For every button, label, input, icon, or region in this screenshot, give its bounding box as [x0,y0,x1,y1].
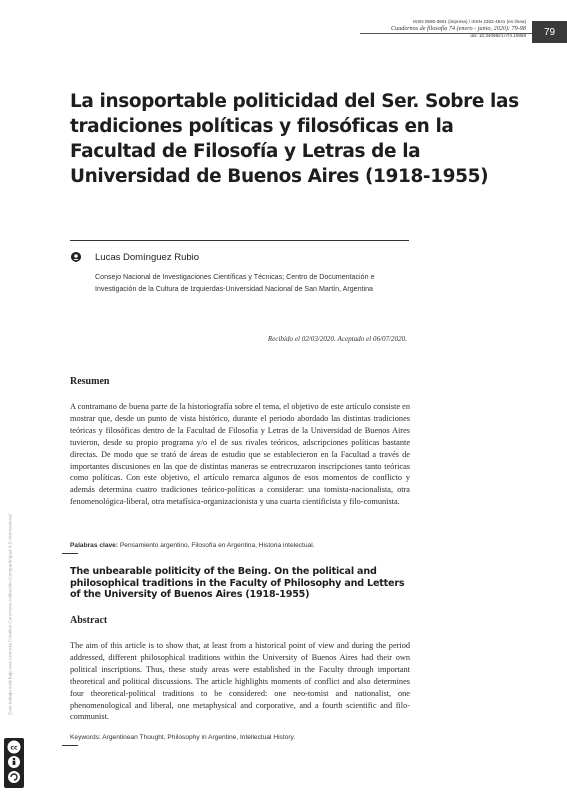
keywords [70,734,430,741]
page-number: 79 [543,26,556,38]
running-header [306,18,526,39]
english-title: The unbearable politicity of the Being. On the political and philosophical traditions in the Faculty of Philosophy and Letters of the University of Buenos Aires (1918-1955) [70,566,405,600]
abstract-heading: Abstract [70,615,108,626]
resumen-text: A contramano de buena parte de la historiografía sobre el tema, el objetivo de este artículo consiste en mostrar que, desde un punto de vista histórico, durante el periodo abordado las distintas tradiciones teóricas y filosóficas dentro de la Facultad de Filosofía y Letras de la Universidad de Buenos Aires tuvieron, desde su propio programa y/o el de sus rivales teóricos, adscripciones políticas bastante directas. De modo que se trató de áreas de estudio que se establecieron en la Facultad a través de importantes discusiones en las que de distintas maneras se entrecruzaron inscripciones tanto teóricas como políticas. Con este objetivo, el artículo remarca algunos de esos momentos de conflicto y además determina cuatro tradiciones teórico-políticas a considerar: una tomista-nacionalista, otra fenomenológica-liberal, otra metafísica-organizacionista y una cuarta cientificista y filo-comunista. [70,402,410,507]
license-note: Este trabajo está bajo una Licencia Creative Commons Atribución-CompartirIgual 4.0 Internacional [7,514,13,715]
doi-line: doi: 10.34096/cf.n74.10858 [470,33,526,38]
cc-by-sa-icon[interactable] [4,738,24,788]
svg-text:cc: cc [10,744,18,752]
palabras-clave-text: Pensamiento argentino, Filosofía en Argentina, Historia intelectual. [119,542,315,549]
keywords-text: Argentinean Thought, Philosophy in Argentine, Intellectual History. [102,734,296,741]
author-affiliation: Consejo Nacional de Investigaciones Científicas y Técnicas; Centro de Documentación e Investigación de la Cultura de Izquierdas-Universidad Nacional de San Martín, Argentina [95,273,375,293]
abstract-text: The aim of this article is to show that, at least from a historical point of view and during the period addressed, different philosophical traditions within the University of Buenos Aires had their own political inscriptions. Thus, these study areas were established in the Faculty through important theoretical and political discussions. The article highlights moments of conflict and also determines four theoretical-political traditions to be considered: one neo-tomist and nationalist, one phenomenological and liberal, one metaphysical and corporative, and a fourth scientific and filo-communist. [70,641,410,722]
palabras-clave-label: Palabras clave: [70,542,119,549]
journal-citation: Cuadernos de filosofía 74 (enero - junio, 2020): 79-98 [390,25,526,32]
header-rule [360,33,532,34]
author-rule [70,240,409,241]
palabras-clave [70,542,430,549]
orcid-icon[interactable] [70,251,82,263]
author-name: Lucas Domínguez Rubio [95,252,200,263]
resumen-heading: Resumen [70,376,110,387]
article-title: La insoportable politicidad del Ser. Sobre las tradiciones políticas y filosóficas en la Facultad de Filosofía y Letras de la Universidad de Buenos Aires (1918-1955) [70,91,519,187]
issn-line: ISSN 0590-3901 (impresa) / ISSN 2362-4841 (en línea) [412,19,526,24]
keywords-rule [62,553,78,554]
keywords-en-rule [62,745,78,746]
page-number-box [532,21,567,43]
received-date: Recibido el 02/03/2020. Aceptado el 06/07/2020. [267,335,407,343]
keywords-label: Keywords: [70,734,101,741]
